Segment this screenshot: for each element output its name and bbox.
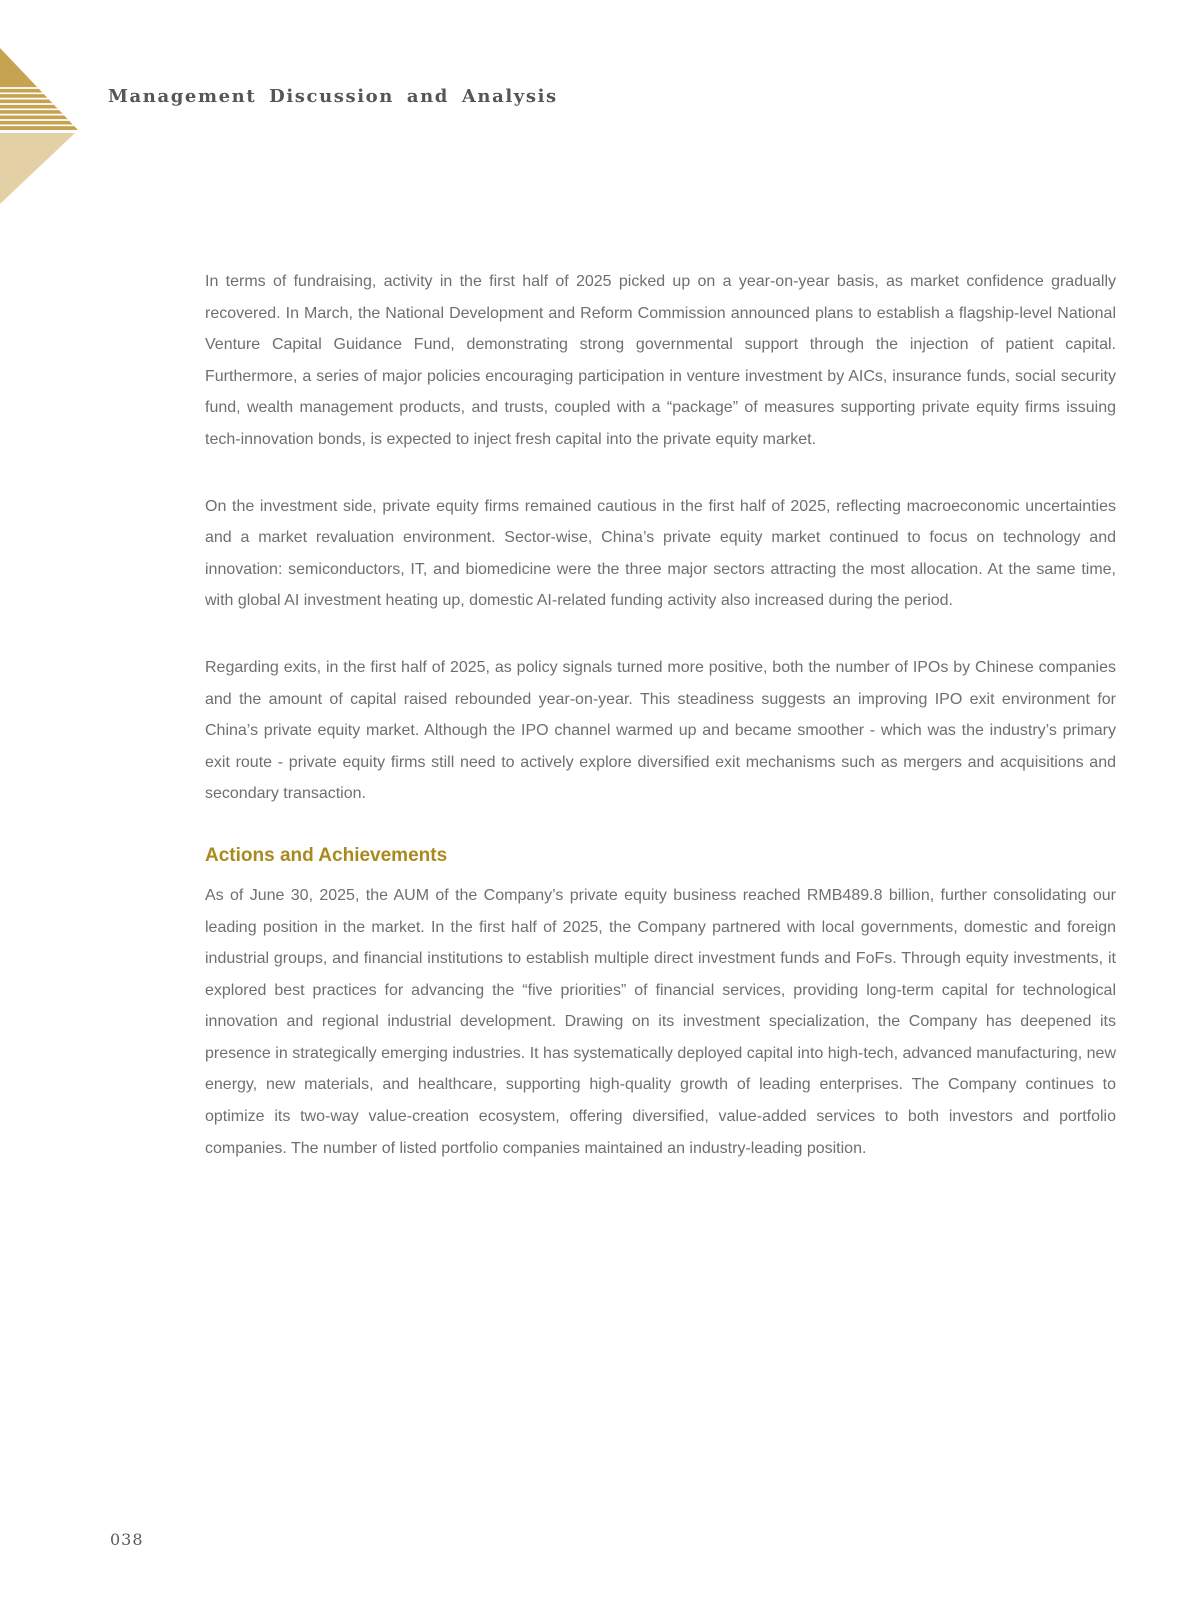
page-title: Management Discussion and Analysis [108,86,558,107]
separator-band [0,130,80,133]
paragraph-actions-achievements: As of June 30, 2025, the AUM of the Company’s private equity business reached RMB489.8 billion, further consolidating our leading position in the market. In the first half of 2025, the Company partnered with local governments, domestic and foreign industrial groups, and financial institutions to establish multiple direct investment funds and FoFs. Through equity investments, it explored best practices for advancing the “five priorities” of financial services, providing long-term capital for technological innovation and regional industrial development. Drawing on its investment specialization, the Company has deepened its presence in strategically emerging industries. It has systematically deployed capital into high-tech, advanced manufacturing, new energy, new materials, and healthcare, supporting high-quality growth of leading enterprises. The Company continues to optimize its two-way value-creation ecosystem, offering diversified, value-added services to both investors and portfolio companies. The number of listed portfolio companies maintained an industry-leading position. [205,886,1116,1157]
section-heading-actions-and-achievements: Actions and Achievements [205,844,448,866]
paragraph-fundraising: In terms of fundraising, activity in the first half of 2025 picked up on a year-on-year basis, as market confidence gradually recovered. In March, the National Development and Reform Commission announced plans to establish a flagship-level National Venture Capital Guidance Fund, demonstrating strong governmental support through the injection of patient capital. Furthermore, a series of major policies encouraging participation in venture investment by AICs, insurance funds, social security fund, wealth management products, and trusts, coupled with a “package” of measures supporting private equity firms issuing tech-innovation bonds, is expected to inject fresh capital into the private equity market. [205,273,1116,448]
page-number: 038 [110,1530,144,1549]
paragraph-investment: On the investment side, private equity firms remained cautious in the first half of 2025, reflecting macroeconomic uncertainties and a market revaluation environment. Sector-wise, China’s private equity market continued to focus on technology and innovation: semiconductors, IT, and biomedicine were the three major sectors attracting the most allocation. At the same time, with global AI investment heating up, domestic AI-related funding activity also increased during the period. [205,497,1116,610]
corner-triangle-decoration [0,46,80,206]
paragraph-exits: Regarding exits, in the first half of 2025, as policy signals turned more positive, both the number of IPOs by Chinese companies and the amount of capital raised rebounded year-on-year. This steadiness suggests an improving IPO exit environment for China’s private equity market. Although the IPO channel warmed up and became smoother - which was the industry’s primary exit route - private equity firms still need to actively explore diversified exit mechanisms such as mergers and acquisitions and secondary transaction. [205,658,1116,803]
tan-triangle [0,133,75,204]
gold-triangle [0,48,78,130]
body-text-column [205,266,1116,1199]
